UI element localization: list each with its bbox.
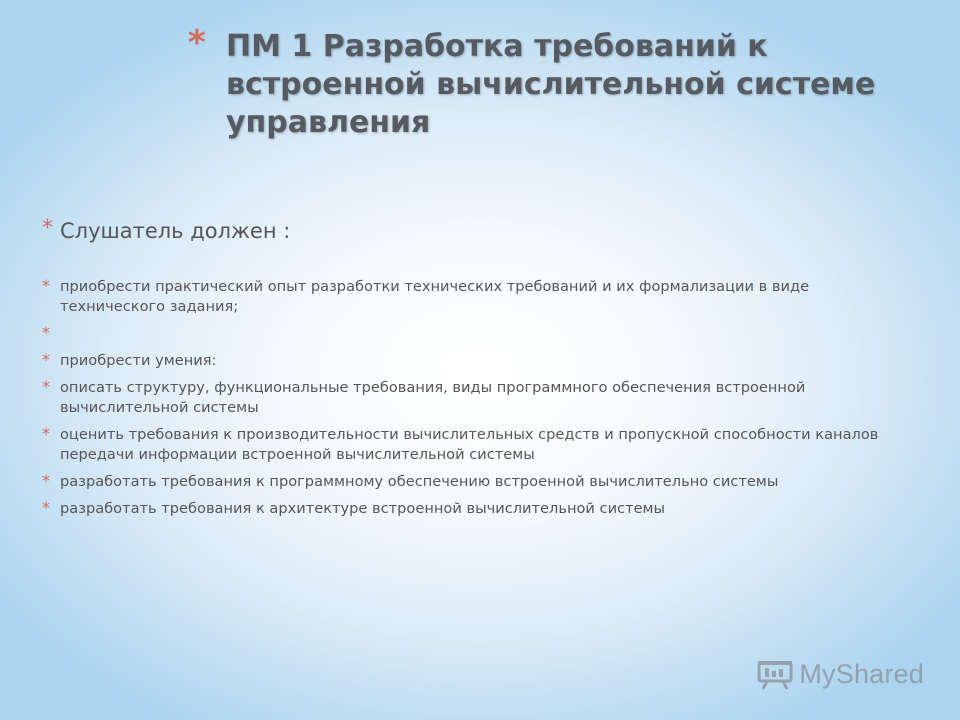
bullet-star-marker: *: [42, 323, 50, 342]
bullet-star-marker: *: [42, 498, 50, 517]
lead-bullet: [42, 218, 902, 244]
title-star-marker: *: [188, 23, 206, 63]
bullet-star-marker: *: [42, 424, 50, 443]
myshared-watermark: [757, 659, 924, 690]
list-item-text: описать структуру, функциональные требования, виды программного обеспечения встроенной вычислительной системы: [60, 379, 806, 416]
content-list: [42, 218, 902, 526]
bullet-star-marker: *: [42, 350, 50, 369]
lead-text: Слушатель должен :: [60, 219, 291, 243]
presentation-board-icon: [757, 660, 793, 690]
title-block: [188, 23, 910, 142]
list-item-text: разработать требования к архитектуре встроенной вычислительной системы: [60, 500, 666, 517]
list-item-text: разработать требования к программному обеспечению встроенной вычислительно системы: [60, 473, 779, 490]
list-item: [42, 378, 902, 418]
list-item: [42, 351, 902, 371]
bullet-star-marker: *: [42, 216, 53, 241]
list-item-empty: [42, 324, 902, 344]
list-item-text: приобрести умения:: [60, 352, 217, 369]
bullet-star-marker: *: [42, 471, 50, 490]
bullet-star-marker: *: [42, 276, 50, 295]
list-item: [42, 499, 902, 519]
list-item: [42, 472, 902, 492]
list-item-text: оценить требования к производительности вычислительных средств и пропускной способности каналов передачи информации встроенной вычислительной системы: [60, 426, 879, 463]
list-item: [42, 425, 902, 465]
slide-title: ПМ 1 Разработка требований к встроенной вычислительной системе управления: [226, 29, 876, 140]
list-item: [42, 277, 902, 317]
bullet-star-marker: *: [42, 377, 50, 396]
watermark-text: MyShared: [799, 659, 924, 689]
list-item-text: приобрести практический опыт разработки технических требований и их формализации в виде технического задания;: [60, 278, 810, 315]
